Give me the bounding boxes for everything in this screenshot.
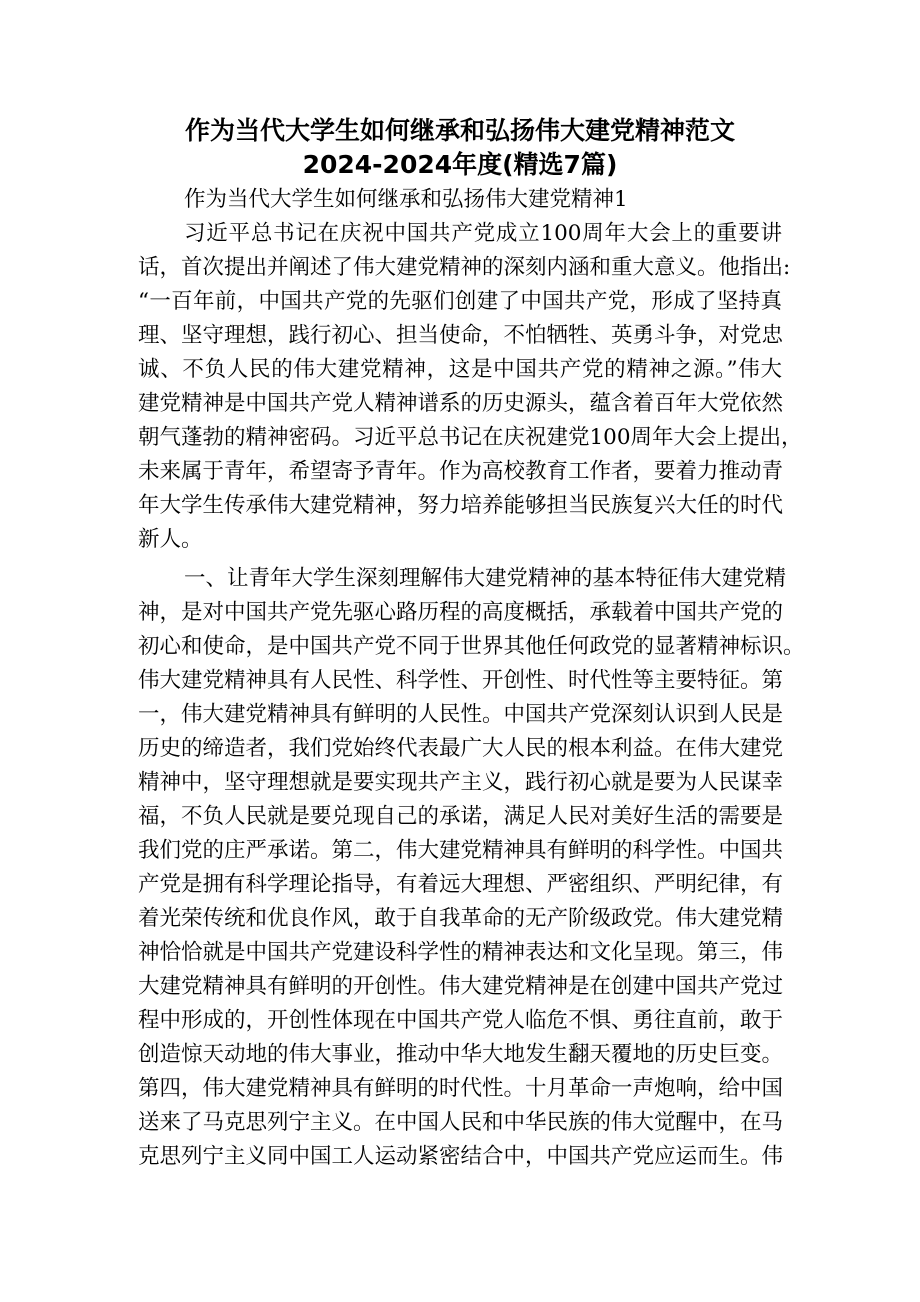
paragraph-1-line: 建党精神是中国共产党人精神谱系的历史源头，蕴含着百年大党依然	[138, 391, 784, 416]
paragraph-2-line: 大建党精神具有鲜明的开创性。伟大建党精神是在创建中国共产党过	[138, 974, 784, 999]
paragraph-2-line: 初心和使命，是中国共产党不同于世界其他任何政党的显著精神标识。	[138, 634, 805, 659]
paragraph-1-line: 朝气蓬勃的精神密码。习近平总书记在庆祝建党100周年大会上提出，	[138, 425, 803, 450]
paragraph-2-line: 着光荣传统和优良作风，敢于自我革命的无产阶级政党。伟大建党精	[138, 906, 784, 931]
paragraph-2-line: 克思列宁主义同中国工人运动紧密结合中，中国共产党应运而生。伟	[138, 1144, 784, 1169]
paragraph-2-line: 精神中，坚守理想就是要实现共产主义，践行初心就是要为人民谋幸	[138, 770, 784, 795]
document-title-line-1: 作为当代大学生如何继承和弘扬伟大建党精神范文	[184, 116, 735, 145]
paragraph-1-line: 新人。	[138, 527, 203, 552]
paragraph-1-line: 理、坚守理想，践行初心、担当使命，不怕牺牲、英勇斗争，对党忠	[138, 323, 784, 348]
paragraph-2-line: 第四，伟大建党精神具有鲜明的时代性。十月革命一声炮响，给中国	[138, 1076, 784, 1101]
paragraph-2-line: 伟大建党精神具有人民性、科学性、开创性、时代性等主要特征。第	[138, 668, 784, 693]
paragraph-2-line: 送来了马克思列宁主义。在中国人民和中华民族的伟大觉醒中，在马	[138, 1110, 784, 1135]
paragraph-2-line: 神恰恰就是中国共产党建设科学性的精神表达和文化呈现。第三，伟	[138, 940, 784, 965]
paragraph-1-line: 未来属于青年，希望寄予青年。作为高校教育工作者，要着力推动青	[138, 459, 784, 484]
paragraph-2-line: 一，伟大建党精神具有鲜明的人民性。中国共产党深刻认识到人民是	[138, 702, 784, 727]
paragraph-2-line: 创造惊天动地的伟大事业，推动中华大地发生翻天覆地的历史巨变。	[138, 1042, 784, 1067]
paragraph-1-line: 话，首次提出并阐述了伟大建党精神的深刻内涵和重大意义。他指出:	[138, 255, 791, 280]
paragraph-2-line: 我们党的庄严承诺。第二，伟大建党精神具有鲜明的科学性。中国共	[138, 838, 784, 863]
paragraph-1-line: 习近平总书记在庆祝中国共产党成立100周年大会上的重要讲	[184, 221, 782, 246]
paragraph-1-line: 诚、不负人民的伟大建党精神，这是中国共产党的精神之源。”伟大	[138, 357, 782, 382]
document-title-line-2: 2024-2024年度(精选7篇)	[302, 150, 618, 179]
paragraph-2-line: 产党是拥有科学理论指导，有着远大理想、严密组织、严明纪律，有	[138, 872, 784, 897]
paragraph-1-line: 年大学生传承伟大建党精神，努力培养能够担当民族复兴大任的时代	[138, 493, 784, 518]
paragraph-2-line: 历史的缔造者，我们党始终代表最广大人民的根本利益。在伟大建党	[138, 736, 784, 761]
paragraph-2-line: 一、让青年大学生深刻理解伟大建党精神的基本特征伟大建党精	[184, 566, 787, 591]
paragraph-1-line: “一百年前，中国共产党的先驱们创建了中国共产党，形成了坚持真	[138, 289, 782, 314]
paragraph-2-line: 神，是对中国共产党先驱心路历程的高度概括，承载着中国共产党的	[138, 600, 784, 625]
subheading: 作为当代大学生如何继承和弘扬伟大建党精神1	[184, 187, 628, 212]
paragraph-2-line: 程中形成的，开创性体现在中国共产党人临危不惧、勇往直前，敢于	[138, 1008, 784, 1033]
paragraph-2-line: 福，不负人民就是要兑现自己的承诺，满足人民对美好生活的需要是	[138, 804, 784, 829]
